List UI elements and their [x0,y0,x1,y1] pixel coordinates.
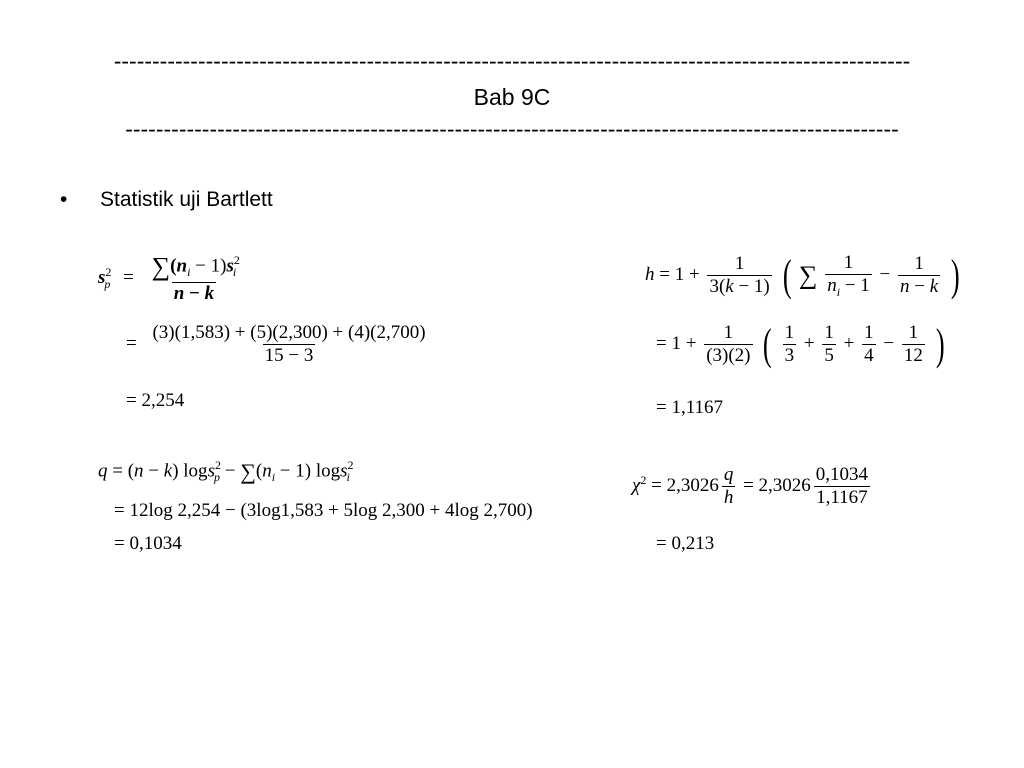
formula-h-line1: h = 1 + $\frac{1}{3(k - 1)}$ ( ∑ $\frac{1}{n_i - 1}$ − $\frac{1}{n - k}$ ) [645,250,960,300]
header-dashes-bottom: ----------------------------------------------------------------------------------------------------- [125,116,899,142]
formula-q-line3: = 0,1034 [114,533,182,554]
chi-frac-numerator: 0,1034 [815,464,869,485]
sp-denominator: 15 − 3 [264,344,314,366]
chi-coefficient-1: 2,3026 [666,475,719,497]
page-title: Bab 9C [473,84,551,110]
formula-h-line3: = 1,1167 [656,397,724,418]
formula-sp-line1: $s^2_p$ = $\frac{\sum(n_i - 1)s^2_i}{n - k}$ [98,252,240,304]
bullet-text: Statistik uji Bartlett [100,188,273,211]
header-dashes-top: -------------------------------------------------------------------------------------------------------- [113,48,911,74]
bullet-marker: • [60,188,68,211]
formula-sp-line3: = 2,254 [126,390,185,411]
formula-q-line2: = 12log 2,254 − (3log1,583 + 5log 2,300 + 4log 2,700) [114,500,533,521]
chi-coefficient-2: 2,3026 [758,475,811,497]
formula-q-line1: q = (n − k) $\log s^2_p - \sum(n_i - 1)$ logs$^2_i$ [98,458,354,485]
formula-h-line2: = 1 + $\frac{1}{(3)(2)}$ ( $\frac{1}{3}$ + $\frac{1}{5}$ + $\frac{1}{4}$ − $\frac{1}{12}$ ) [656,319,945,369]
formula-sp-line2: = $\frac{(3)(1,583) + (5)(2,300) + (4)(2,700)}{15 - 3}$ [126,322,426,366]
formula-chi-line1: $\chi^2 = 2,3026$ $\frac{q}{h}$ = 2,3026 $\frac{0,1034}{1,1167}$ [632,464,869,508]
sp-numerator: (3)(1,583) + (5)(2,300) + (4)(2,700) [152,322,426,343]
chi-frac-denominator: 1,1167 [816,486,868,508]
formula-chi-line2: = 0,213 [656,533,715,554]
